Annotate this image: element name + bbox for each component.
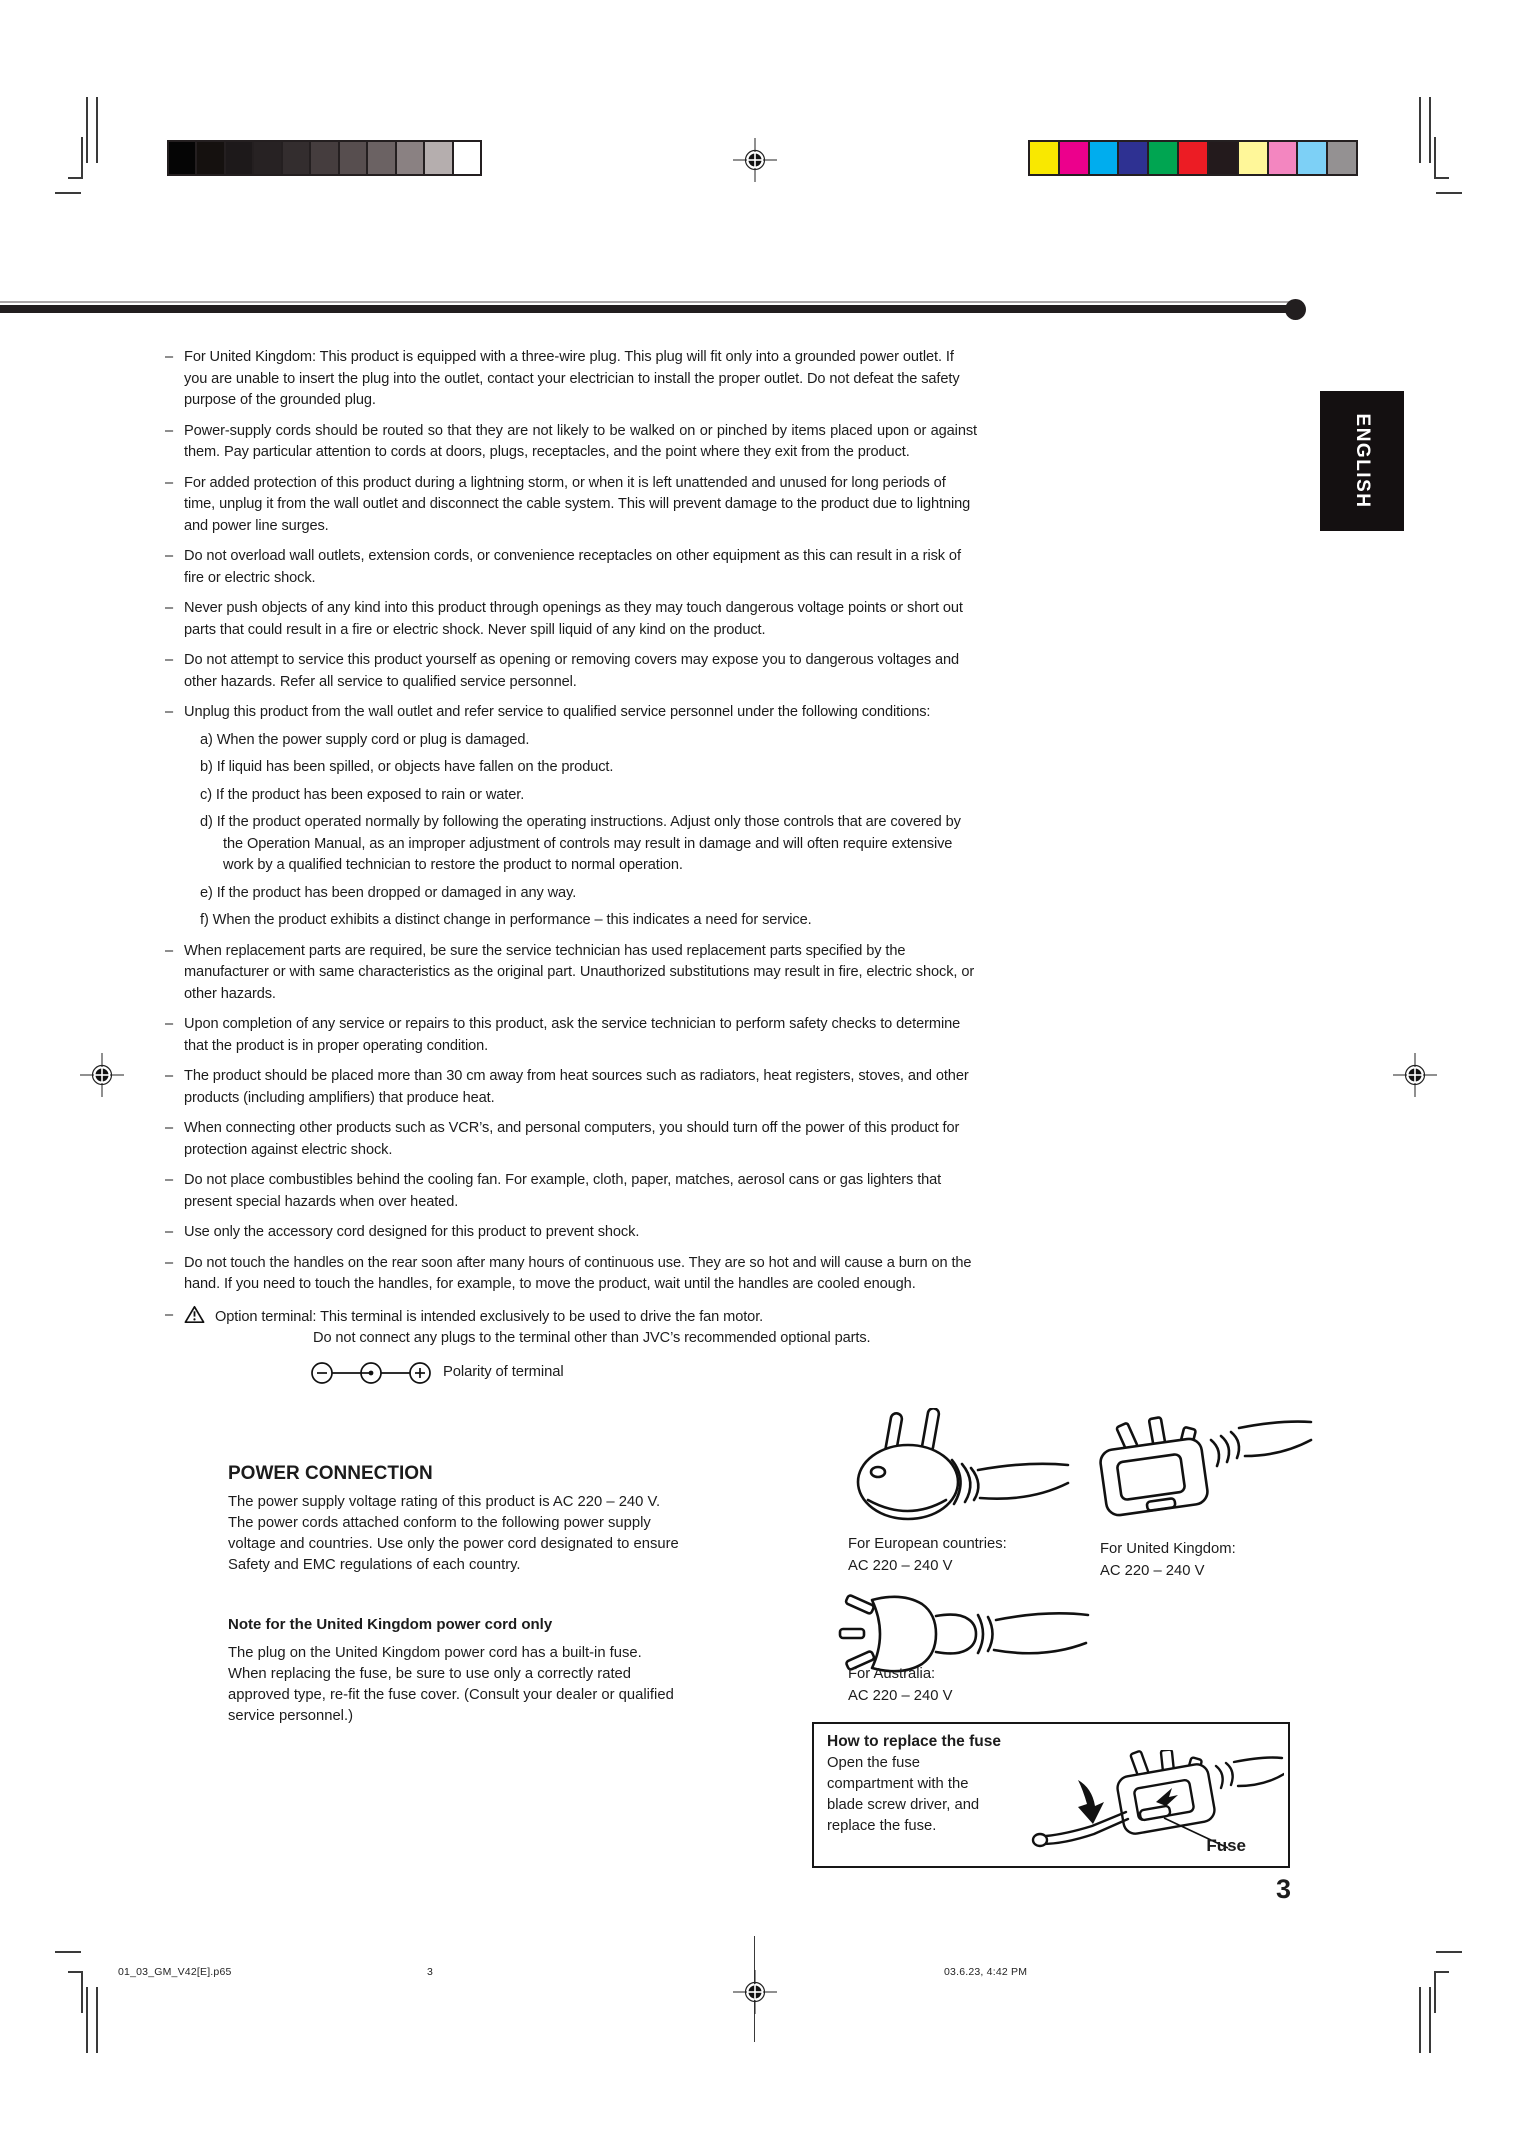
list-item	[165, 347, 977, 412]
bullet-dash: –	[165, 1120, 174, 1136]
list-item-text: Do not place combustibles behind the cooling fan. For example, cloth, paper, matches, aerosol cans or gas lighters that present special hazards when over heated.	[184, 1172, 942, 1210]
calibration-swatch	[1119, 142, 1147, 174]
calibration-swatch	[1149, 142, 1177, 174]
grayscale-calibration-bar	[167, 140, 482, 176]
polarity-label: Polarity of terminal	[443, 1363, 564, 1380]
list-subitem: d) If the product operated normally by following the operating instructions. Adjust only those controls that are covered by the Operation Manual, as an improper adjustment of controls may result in damage and will often require extensive work by a qualified technician to restore the product to normal operation.	[200, 814, 961, 873]
calibration-swatch	[368, 142, 394, 174]
european-plug-illustration	[840, 1408, 1075, 1528]
calibration-swatch	[1060, 142, 1088, 174]
crop-mark	[1434, 1971, 1436, 2013]
list-item-option-terminal	[165, 1305, 977, 1350]
uk-note-text: When replacing the fuse, be sure to use only a correctly rated	[228, 1666, 632, 1682]
list-item	[165, 546, 977, 589]
list-subitem: f) When the product exhibits a distinct change in performance – this indicates a need for service.	[200, 912, 812, 928]
calibration-swatch	[1328, 142, 1356, 174]
uk-note-text: The plug on the United Kingdom power cord has a built-in fuse.	[228, 1645, 642, 1661]
option-terminal-text2: Do not connect any plugs to the terminal other than JVC’s recommended optional parts.	[313, 1330, 871, 1346]
page-number: 3	[1276, 1874, 1292, 1904]
color-calibration-bar	[1028, 140, 1358, 176]
list-item	[165, 1066, 977, 1109]
list-item-text: For United Kingdom: This product is equipped with a three-wire plug. This plug will fit only into a grounded power outlet. If you are unable to insert the plug into the outlet, contact your electrician to install the proper outlet. Do not defeat the safety purpose of the grounded plug.	[184, 349, 960, 408]
european-plug-caption: For European countries: AC 220 – 240 V	[848, 1536, 1007, 1574]
uk-power-cord-note	[228, 1616, 808, 1727]
registration-mark-icon	[80, 1053, 124, 1097]
bullet-dash: –	[165, 474, 174, 491]
power-connection-text: The power supply voltage rating of this product is AC 220 – 240 V.	[228, 1494, 661, 1510]
header-rule	[0, 305, 1302, 313]
footer-timestamp: 03.6.23, 4:42 PM	[944, 1966, 1028, 1978]
calibration-swatch	[454, 142, 480, 174]
list-item	[165, 1170, 977, 1213]
list-subitem: b) If liquid has been spilled, or objects have fallen on the product.	[200, 759, 614, 775]
bullet-dash: –	[165, 942, 174, 959]
power-connection-section	[228, 1463, 808, 1576]
list-item	[165, 702, 977, 932]
bullet-dash: –	[165, 652, 174, 668]
list-item-text: For added protection of this product during a lightning storm, or when it is left unattended and unused for long periods of time, unplug it from the wall outlet and disconnect the cable system. This will prevent damage to the product due to lightning and power line surges.	[184, 474, 971, 534]
bullet-dash: –	[165, 1254, 174, 1271]
list-item-text: The product should be placed more than 30 cm away from heat sources such as radiators, heat registers, stoves, and other products (including amplifiers) that produce heat.	[184, 1068, 969, 1106]
crop-mark	[1434, 1971, 1449, 1973]
list-item	[165, 941, 977, 1006]
calibration-swatch	[425, 142, 451, 174]
warning-triangle-icon	[184, 1305, 205, 1324]
power-connection-title: POWER CONNECTION	[228, 1463, 433, 1484]
bullet-dash: –	[165, 349, 174, 365]
header-rule-thin	[0, 301, 1302, 303]
crop-mark	[86, 97, 88, 163]
uk-note-text: approved type, re-fit the fuse cover. (Consult your dealer or qualified	[228, 1687, 674, 1703]
crop-mark	[86, 1987, 88, 2053]
list-item-text: Unplug this product from the wall outlet and refer service to qualified service personnel under the following conditions:	[184, 704, 931, 720]
uk-plug-caption: For United Kingdom: AC 220 – 240 V	[1100, 1541, 1236, 1579]
calibration-swatch	[340, 142, 366, 174]
registration-mark-icon	[733, 1970, 777, 2014]
list-item-text: Use only the accessory cord designed for this product to prevent shock.	[184, 1224, 640, 1240]
list-subitem: e) If the product has been dropped or damaged in any way.	[200, 884, 577, 901]
calibration-swatch	[1269, 142, 1297, 174]
calibration-swatch	[283, 142, 309, 174]
list-item-text: Do not touch the handles on the rear soon after many hours of continuous use. They are so hot and will cause a burn on the hand. If you need to touch the handles, for example, to move the product, wait until the handles are cooled enough.	[184, 1254, 972, 1292]
crop-mark	[55, 1951, 81, 1953]
power-connection-text: voltage and countries. Use only the power cord designated to ensure	[228, 1536, 679, 1552]
bullet-dash: –	[165, 1172, 174, 1188]
calibration-swatch	[254, 142, 280, 174]
calibration-swatch	[226, 142, 252, 174]
crop-mark	[1419, 1987, 1421, 2053]
list-item-text: Do not attempt to service this product yourself as opening or removing covers may expose you to dangerous voltages and other hazards. Refer all service to qualified service personnel.	[184, 652, 960, 690]
bullet-dash: –	[165, 1306, 174, 1323]
crop-mark	[1429, 97, 1431, 163]
calibration-swatch	[1090, 142, 1118, 174]
bullet-dash: –	[165, 704, 174, 720]
uk-note-text: service personnel.)	[228, 1708, 354, 1724]
list-item	[165, 1222, 977, 1244]
list-subitem: a) When the power supply cord or plug is damaged.	[200, 731, 530, 748]
list-item	[165, 1014, 977, 1057]
footer-sheet-number: 3	[427, 1966, 434, 1978]
list-item-text: When replacement parts are required, be sure the service technician has used replacement parts specified by the manufacturer or with same characteristics as the original part. Unauthorized substitutions may result in fire, electric shock, or other hazards.	[184, 942, 975, 1002]
calibration-swatch	[1179, 142, 1207, 174]
crop-mark	[81, 1971, 83, 2013]
option-terminal-text: This terminal is intended exclusively to be used to drive the fan motor.	[320, 1308, 764, 1325]
bullet-dash: –	[165, 1068, 174, 1084]
calibration-swatch	[397, 142, 423, 174]
uk-plug-illustration	[1085, 1414, 1315, 1529]
calibration-swatch	[1030, 142, 1058, 174]
fuse-box-text: Open the fuse	[827, 1755, 920, 1771]
crop-mark	[1419, 97, 1421, 163]
crop-mark	[81, 137, 83, 179]
bullet-dash: –	[165, 600, 174, 616]
list-item	[165, 421, 977, 464]
list-item-text: Upon completion of any service or repairs to this product, ask the service technician to perform safety checks to determine that the product is in proper operating condition.	[184, 1016, 961, 1054]
option-terminal-label: Option terminal:	[214, 1308, 317, 1325]
crop-mark	[55, 192, 81, 194]
fuse-box-text: blade screw driver, and	[827, 1797, 980, 1813]
crop-mark	[1434, 137, 1436, 179]
list-item	[165, 1253, 977, 1296]
australia-plug-caption: For Australia: AC 220 – 240 V	[848, 1666, 953, 1704]
power-connection-text: Safety and EMC regulations of each country.	[228, 1557, 521, 1573]
language-tab-label: ENGLISH	[1352, 413, 1373, 509]
calibration-swatch	[1298, 142, 1326, 174]
safety-instructions-list	[165, 347, 977, 1386]
polarity-diagram-icon	[310, 1360, 432, 1386]
bullet-dash: –	[165, 1224, 174, 1240]
registration-mark-icon	[1393, 1053, 1437, 1097]
fuse-label: Fuse	[1206, 1836, 1246, 1855]
bullet-dash: –	[165, 422, 174, 439]
uk-note-title: Note for the United Kingdom power cord only	[228, 1616, 553, 1633]
fuse-replacement-box	[812, 1722, 1290, 1868]
list-item-text: When connecting other products such as VCR’s, and personal computers, you should turn off the power of this product for protection against electric shock.	[184, 1120, 960, 1158]
list-item-text: Do not overload wall outlets, extension cords, or convenience receptacles on other equipment as this can result in a risk of fire or electric shock.	[184, 548, 961, 586]
fuse-box-title: How to replace the fuse	[827, 1733, 1001, 1750]
list-item-text: Power-supply cords should be routed so that they are not likely to be walked on or pinched by items placed upon or against them. Pay particular attention to cords at doors, plugs, receptacles, and the point where they exit from the product.	[184, 422, 977, 460]
crop-mark	[1436, 192, 1462, 194]
calibration-swatch	[1239, 142, 1267, 174]
list-item-text: Never push objects of any kind into this product through openings as they may touch dangerous voltage points or short out parts that could result in a fire or electric shock. Never spill liquid of any kind on the product.	[184, 600, 963, 638]
calibration-swatch	[169, 142, 195, 174]
crop-mark	[68, 177, 83, 179]
power-connection-text: The power cords attached conform to the following power supply	[228, 1515, 651, 1531]
registration-mark-icon	[733, 138, 777, 182]
calibration-swatch	[197, 142, 223, 174]
language-tab-english	[1320, 391, 1404, 531]
bullet-dash: –	[165, 1016, 174, 1032]
footer-file-name: 01_03_GM_V42[E].p65	[118, 1966, 232, 1978]
crop-mark	[96, 97, 98, 163]
list-item	[165, 473, 977, 538]
list-item	[165, 1118, 977, 1161]
list-item	[165, 598, 977, 641]
crop-mark	[96, 1987, 98, 2053]
crop-mark	[1434, 177, 1449, 179]
fuse-box-text: compartment with the	[827, 1776, 969, 1792]
fuse-box-text: replace the fuse.	[827, 1818, 937, 1834]
polarity-of-terminal-row	[310, 1360, 977, 1386]
list-item	[165, 650, 977, 693]
bullet-dash: –	[165, 548, 174, 564]
crop-mark	[1429, 1987, 1431, 2053]
header-rule-endcap	[1285, 299, 1306, 320]
crop-mark	[1436, 1951, 1462, 1953]
list-subitem: c) If the product has been exposed to rain or water.	[200, 786, 525, 803]
calibration-swatch	[311, 142, 337, 174]
calibration-swatch	[1209, 142, 1237, 174]
